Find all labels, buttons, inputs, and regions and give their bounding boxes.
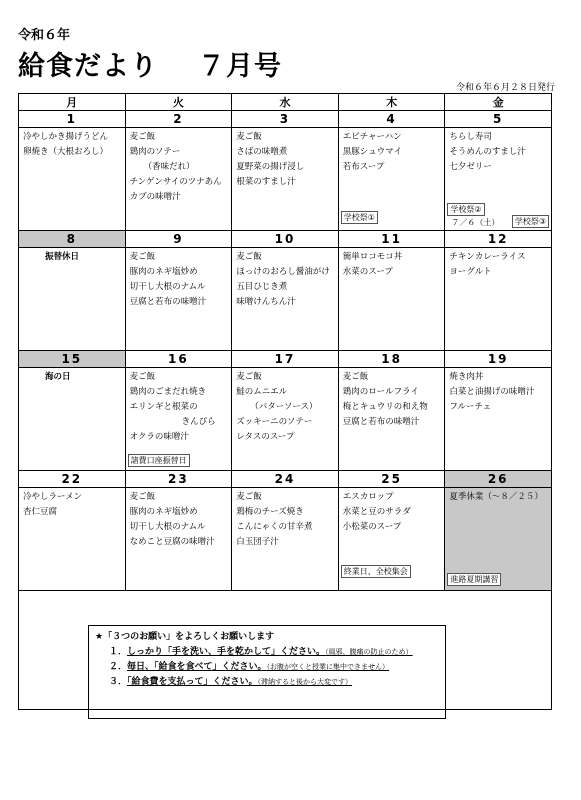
- event-note: 諸費口座振替日: [128, 454, 190, 467]
- menu-item: （香味だれ）: [143, 162, 195, 172]
- menu-item: 麦ご飯: [236, 132, 262, 142]
- weekday-header-row: [19, 94, 552, 111]
- menu-item: 切干し大根のナムル: [129, 522, 206, 532]
- menu-item: 鶏肉のロールフライ: [342, 387, 419, 397]
- menu-item: 白菜と油揚げの味噌汁: [449, 387, 535, 397]
- request-note: （お腹が空くと授業に集中できません）: [266, 663, 390, 671]
- menu-item: 豚肉のネギ塩炒め: [129, 267, 198, 277]
- menu-item: 麦ご飯: [236, 492, 262, 502]
- day-cell: [125, 368, 232, 471]
- menu-item: 冷やしラーメン: [23, 492, 83, 502]
- menu-item: 豆腐と若布の味噌汁: [129, 297, 207, 307]
- menu-row: [19, 368, 552, 471]
- era-label: 令和６年: [18, 28, 71, 43]
- request-text: ください。: [280, 647, 326, 657]
- day-cell: [232, 488, 339, 591]
- menu-item: なめこと豆腐の味噌汁: [129, 537, 215, 547]
- menu-row: [19, 128, 552, 231]
- menu-item: ズッキーニのソテー: [236, 417, 313, 427]
- date-cell: 12: [445, 231, 552, 248]
- menu-item: チンゲンサイのツナあん: [129, 177, 222, 187]
- menu-item: 鮭のムニエル: [236, 387, 288, 397]
- date-cell: 26: [445, 471, 552, 488]
- date-cell: 19: [445, 351, 552, 368]
- menu-item: 麦ご飯: [236, 252, 262, 262]
- requests-box: [88, 625, 446, 719]
- date-cell: 16: [125, 351, 232, 368]
- date-cell: 23: [125, 471, 232, 488]
- menu-item: フルーチェ: [449, 402, 492, 412]
- menu-item: 小松菜のスープ: [342, 522, 402, 532]
- holiday-label: 海の日: [45, 372, 71, 382]
- menu-item: オクラの味噌汁: [129, 432, 189, 442]
- date-cell: 4: [338, 111, 445, 128]
- request-number: ２．: [109, 662, 128, 672]
- menu-item: ちらし寿司: [449, 132, 492, 142]
- request-text: しっかり: [127, 647, 164, 657]
- menu-item: 卵焼き（大根おろし）: [23, 147, 109, 157]
- menu-item: 五目ひじき煮: [236, 282, 288, 292]
- menu-item: こんにゃくの甘辛煮: [236, 522, 313, 532]
- request-text: 毎日、: [127, 662, 155, 672]
- menu-item: 鶏肉のごまだれ焼き: [129, 387, 207, 397]
- holiday-label: 振替休日: [45, 252, 80, 262]
- request-item: [89, 675, 445, 690]
- day-cell: [445, 488, 552, 591]
- day-cell: [445, 128, 552, 231]
- menu-item: 冷やしかき揚げうどん: [23, 132, 109, 142]
- request-text: 「給食を食べて」: [154, 662, 222, 672]
- request-text: ください。: [212, 677, 258, 687]
- date-cell: 9: [125, 231, 232, 248]
- menu-item: 麦ご飯: [236, 372, 262, 382]
- day-cell: [19, 488, 126, 591]
- request-text: ください。: [221, 662, 267, 672]
- day-cell: [445, 368, 552, 471]
- date-cell: 5: [445, 111, 552, 128]
- weekday-wed: 水: [232, 94, 339, 111]
- newsletter-title: 給食だより: [18, 51, 158, 82]
- event-note: 学校祭②: [447, 203, 484, 216]
- weekday-fri: 金: [445, 94, 552, 111]
- menu-item: 焼き肉丼: [449, 372, 484, 382]
- date-cell: 10: [232, 231, 339, 248]
- request-item: [89, 645, 445, 660]
- day-cell: [19, 368, 126, 471]
- menu-item: 麦ご飯: [129, 372, 156, 382]
- issue-date: 令和６年６月２８日発行: [455, 83, 555, 93]
- date-cell: 15: [19, 351, 126, 368]
- day-cell: [232, 248, 339, 351]
- day-cell: [338, 128, 445, 231]
- day-cell: [338, 368, 445, 471]
- menu-item: 簡単ロコモコ丼: [342, 252, 403, 262]
- menu-item: 水菜のスープ: [342, 267, 393, 277]
- menu-item: カブの味噌汁: [129, 192, 181, 202]
- day-cell: [232, 368, 339, 471]
- menu-item: チキンカレーライス: [449, 252, 526, 262]
- menu-item: 麦ご飯: [342, 372, 369, 382]
- day-cell: [125, 488, 232, 591]
- menu-item: ほっけのおろし醤油がけ: [236, 267, 330, 277]
- menu-item: ヨーグルト: [449, 267, 492, 277]
- menu-item: 麦ご飯: [129, 492, 156, 502]
- date-cell: 1: [19, 111, 126, 128]
- date-cell: 2: [125, 111, 232, 128]
- day-cell: [232, 128, 339, 231]
- date-cell: 17: [232, 351, 339, 368]
- menu-calendar: [18, 93, 552, 710]
- issue-label: ７月号: [198, 51, 282, 82]
- menu-item: そうめんのすまし汁: [449, 147, 526, 157]
- menu-item: 鶏梅のチーズ焼き: [236, 507, 304, 517]
- page-title: [18, 44, 282, 83]
- weekday-mon: 月: [19, 94, 126, 111]
- menu-item: 七夕ゼリー: [449, 162, 492, 172]
- menu-item: 味噌けんちん汁: [236, 297, 296, 307]
- menu-item: エビチャーハン: [342, 132, 402, 142]
- request-item: [89, 660, 445, 675]
- menu-row: [19, 488, 552, 591]
- date-row: [19, 351, 552, 368]
- menu-item: 水菜と豆のサラダ: [342, 507, 411, 517]
- day-cell: [19, 128, 126, 231]
- event-note: 終業日、全校集会: [341, 565, 411, 578]
- day-cell: [19, 248, 126, 351]
- date-cell: 8: [19, 231, 126, 248]
- requests-heading: ★「３つのお願い」をよろしくお願いします: [95, 632, 275, 642]
- date-cell: 11: [338, 231, 445, 248]
- menu-item: 根菜のすまし汁: [236, 177, 296, 187]
- request-text: 「給食費を支払って」: [127, 677, 213, 687]
- menu-item: 杏仁豆腐: [23, 507, 58, 517]
- event-note: 進路夏期講習: [447, 573, 501, 586]
- request-text: 「手を洗い、手を乾かして」: [163, 647, 281, 657]
- date-cell: 22: [19, 471, 126, 488]
- day-cell: [338, 248, 445, 351]
- menu-item: きんぴら: [181, 417, 216, 427]
- menu-item: 黒豚シュウマイ: [342, 147, 402, 157]
- menu-item: 麦ご飯: [129, 132, 156, 142]
- menu-item: さばの味噌煮: [236, 147, 288, 157]
- menu-item: 豆腐と若布の味噌汁: [342, 417, 420, 427]
- menu-item: 豚肉のネギ塩炒め: [129, 507, 198, 517]
- date-row: [19, 471, 552, 488]
- date-cell: 25: [338, 471, 445, 488]
- menu-item: 切干し大根のナムル: [129, 282, 206, 292]
- menu-item: 梅とキュウリの和え物: [342, 402, 428, 412]
- menu-item: 白玉団子汁: [236, 537, 279, 547]
- date-row: [19, 111, 552, 128]
- event-note: 学校祭③: [512, 215, 549, 228]
- menu-item: 麦ご飯: [129, 252, 156, 262]
- date-cell: 18: [338, 351, 445, 368]
- date-row: [19, 231, 552, 248]
- menu-item: エリンギと根菜の: [129, 402, 198, 412]
- request-note: （滞納すると後から大変です）: [257, 678, 353, 686]
- day-cell: [445, 248, 552, 351]
- event-date: ７／６（土）: [451, 218, 500, 227]
- weekday-tue: 火: [125, 94, 232, 111]
- date-cell: 3: [232, 111, 339, 128]
- date-cell: 24: [232, 471, 339, 488]
- day-cell: [125, 128, 232, 231]
- request-number: ３．: [109, 677, 128, 687]
- day-cell: [125, 248, 232, 351]
- menu-item: エスカロップ: [342, 492, 394, 502]
- menu-item: 夏季休業（～８／２５）: [449, 492, 543, 502]
- menu-item: （バターソース）: [250, 402, 318, 412]
- weekday-thu: 木: [338, 94, 445, 111]
- menu-item: 鶏肉のソテー: [129, 147, 181, 157]
- menu-item: 若布スープ: [342, 162, 385, 172]
- menu-item: 夏野菜の揚げ浸し: [236, 162, 305, 172]
- day-cell: [338, 488, 445, 591]
- request-note: （風邪、腹痛の防止のため）: [325, 648, 413, 656]
- menu-row: [19, 248, 552, 351]
- event-note: 学校祭①: [341, 211, 378, 224]
- request-number: １．: [109, 647, 128, 657]
- menu-item: レタスのスープ: [236, 432, 295, 442]
